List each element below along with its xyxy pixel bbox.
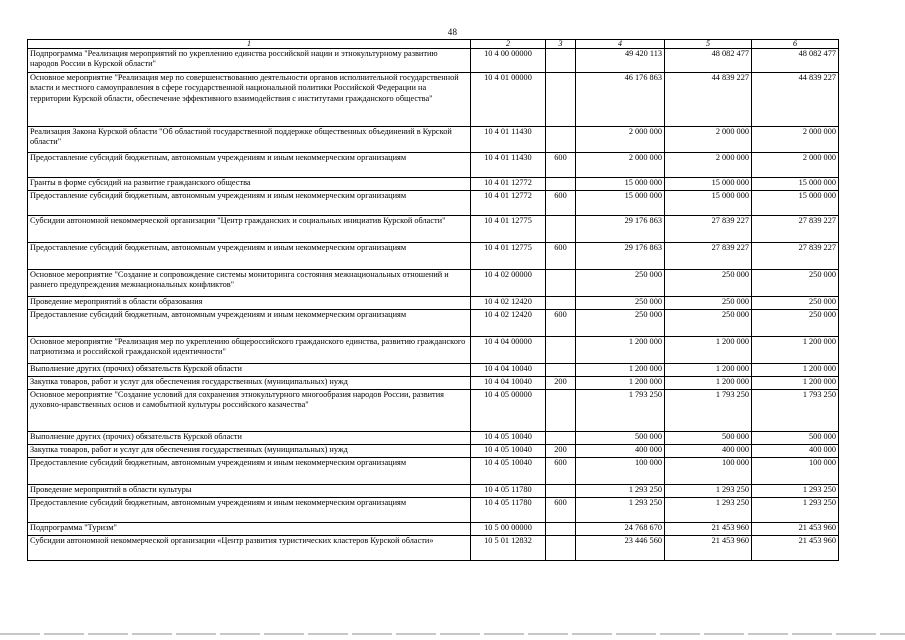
row-code: 10 4 05 11780 — [471, 498, 546, 523]
row-amount-year2: 1 200 000 — [665, 364, 752, 377]
table-row — [28, 73, 839, 127]
row-amount-year1: 15 000 000 — [576, 178, 665, 191]
table-row — [28, 377, 839, 390]
row-amount-year2: 15 000 000 — [665, 191, 752, 216]
row-amount-year2: 21 453 960 — [665, 523, 752, 536]
row-name: Проведение мероприятий в области образования — [28, 297, 471, 310]
row-amount-year3: 15 000 000 — [752, 191, 839, 216]
row-code: 10 4 01 12775 — [471, 243, 546, 270]
table-row — [28, 458, 839, 485]
row-code: 10 4 02 12420 — [471, 297, 546, 310]
row-amount-year1: 250 000 — [576, 270, 665, 297]
row-amount-year3: 21 453 960 — [752, 536, 839, 561]
row-expense-type: 600 — [546, 310, 576, 337]
table-row — [28, 337, 839, 364]
row-amount-year2: 250 000 — [665, 297, 752, 310]
row-amount-year2: 27 839 227 — [665, 216, 752, 243]
row-amount-year1: 1 293 250 — [576, 485, 665, 498]
table-row — [28, 49, 839, 73]
row-name: Предоставление субсидий бюджетным, автономным учреждениям и иным некоммерческим организациям — [28, 458, 471, 485]
row-code: 10 5 00 00000 — [471, 523, 546, 536]
row-amount-year1: 2 000 000 — [576, 127, 665, 153]
row-expense-type: 600 — [546, 191, 576, 216]
table-row — [28, 432, 839, 445]
row-name: Реализация Закона Курской области "Об областной государственной поддержке общественных объединений в Курской области" — [28, 127, 471, 153]
table-row — [28, 270, 839, 297]
row-code: 10 4 05 00000 — [471, 390, 546, 432]
row-expense-type: 200 — [546, 377, 576, 390]
row-name: Субсидии автономной некоммерческой организации "Центр гражданских и социальных инициатив Курской области" — [28, 216, 471, 243]
row-amount-year1: 250 000 — [576, 297, 665, 310]
row-amount-year3: 100 000 — [752, 458, 839, 485]
row-amount-year1: 15 000 000 — [576, 191, 665, 216]
table-row — [28, 390, 839, 432]
row-name: Предоставление субсидий бюджетным, автономным учреждениям и иным некоммерческим организациям — [28, 310, 471, 337]
row-amount-year1: 1 200 000 — [576, 364, 665, 377]
row-name: Выполнение других (прочих) обязательств Курской области — [28, 432, 471, 445]
row-amount-year1: 23 446 560 — [576, 536, 665, 561]
row-amount-year2: 48 082 477 — [665, 49, 752, 73]
row-amount-year3: 27 839 227 — [752, 216, 839, 243]
row-amount-year1: 500 000 — [576, 432, 665, 445]
row-amount-year2: 250 000 — [665, 270, 752, 297]
column-header-2: 2 — [471, 40, 546, 49]
row-amount-year1: 1 200 000 — [576, 337, 665, 364]
row-code: 10 4 01 12775 — [471, 216, 546, 243]
row-amount-year1: 24 768 670 — [576, 523, 665, 536]
row-expense-type — [546, 390, 576, 432]
row-amount-year1: 49 420 113 — [576, 49, 665, 73]
row-amount-year2: 2 000 000 — [665, 127, 752, 153]
table-row — [28, 216, 839, 243]
scan-edge-divider — [0, 633, 905, 635]
column-header-5: 5 — [665, 40, 752, 49]
row-name: Гранты в форме субсидий на развитие гражданского общества — [28, 178, 471, 191]
row-amount-year3: 500 000 — [752, 432, 839, 445]
row-name: Закупка товаров, работ и услуг для обеспечения государственных (муниципальных) нужд — [28, 445, 471, 458]
row-name: Выполнение других (прочих) обязательств Курской области — [28, 364, 471, 377]
row-code: 10 4 01 12772 — [471, 178, 546, 191]
row-name: Субсидии автономной некоммерческой организации «Центр развития туристических кластеров Курской области» — [28, 536, 471, 561]
row-expense-type — [546, 216, 576, 243]
row-code: 10 4 00 00000 — [471, 49, 546, 73]
row-amount-year2: 27 839 227 — [665, 243, 752, 270]
row-amount-year3: 21 453 960 — [752, 523, 839, 536]
row-expense-type — [546, 49, 576, 73]
row-amount-year2: 1 793 250 — [665, 390, 752, 432]
table-row — [28, 536, 839, 561]
row-expense-type — [546, 178, 576, 191]
row-code: 10 4 01 11430 — [471, 127, 546, 153]
row-expense-type — [546, 297, 576, 310]
table-row — [28, 243, 839, 270]
row-code: 10 4 01 00000 — [471, 73, 546, 127]
row-amount-year2: 1 200 000 — [665, 377, 752, 390]
row-code: 10 4 05 10040 — [471, 445, 546, 458]
table-row — [28, 191, 839, 216]
column-number-header — [28, 40, 839, 49]
table-row — [28, 127, 839, 153]
row-amount-year3: 44 839 227 — [752, 73, 839, 127]
row-amount-year3: 2 000 000 — [752, 127, 839, 153]
row-expense-type — [546, 337, 576, 364]
row-amount-year2: 44 839 227 — [665, 73, 752, 127]
row-name: Основное мероприятие "Реализация мер по совершенствованию деятельности органов исполнительной государственной власти и местного самоуправления в сфере государственной национальной политики Российской Федерации на территории Курской области, обеспечение эффективного взаимодействия с институтами гражданского общества" — [28, 73, 471, 127]
row-amount-year3: 1 793 250 — [752, 390, 839, 432]
row-amount-year3: 1 200 000 — [752, 377, 839, 390]
row-code: 10 4 02 00000 — [471, 270, 546, 297]
table-row — [28, 445, 839, 458]
row-expense-type — [546, 270, 576, 297]
row-code: 10 4 05 10040 — [471, 458, 546, 485]
row-code: 10 4 05 10040 — [471, 432, 546, 445]
row-expense-type — [546, 523, 576, 536]
row-amount-year1: 1 200 000 — [576, 377, 665, 390]
row-amount-year2: 1 293 250 — [665, 498, 752, 523]
row-amount-year3: 1 200 000 — [752, 337, 839, 364]
row-name: Закупка товаров, работ и услуг для обеспечения государственных (муниципальных) нужд — [28, 377, 471, 390]
budget-table — [27, 39, 839, 561]
row-code: 10 4 04 10040 — [471, 364, 546, 377]
row-expense-type: 600 — [546, 153, 576, 178]
table-row — [28, 153, 839, 178]
row-expense-type: 600 — [546, 243, 576, 270]
row-amount-year3: 1 293 250 — [752, 485, 839, 498]
row-amount-year2: 1 200 000 — [665, 337, 752, 364]
row-amount-year3: 1 200 000 — [752, 364, 839, 377]
table-row — [28, 485, 839, 498]
row-expense-type: 600 — [546, 498, 576, 523]
row-expense-type — [546, 127, 576, 153]
row-expense-type — [546, 73, 576, 127]
row-amount-year2: 500 000 — [665, 432, 752, 445]
row-expense-type — [546, 432, 576, 445]
page-number: 48 — [447, 27, 458, 37]
row-code: 10 4 01 12772 — [471, 191, 546, 216]
row-amount-year1: 100 000 — [576, 458, 665, 485]
row-amount-year3: 2 000 000 — [752, 153, 839, 178]
row-amount-year1: 1 293 250 — [576, 498, 665, 523]
column-header-1: 1 — [28, 40, 471, 49]
table-row — [28, 310, 839, 337]
row-code: 10 4 04 10040 — [471, 377, 546, 390]
row-amount-year1: 29 176 863 — [576, 243, 665, 270]
row-expense-type — [546, 364, 576, 377]
row-code: 10 4 05 11780 — [471, 485, 546, 498]
row-amount-year1: 29 176 863 — [576, 216, 665, 243]
row-amount-year2: 400 000 — [665, 445, 752, 458]
row-amount-year3: 250 000 — [752, 297, 839, 310]
column-header-6: 6 — [752, 40, 839, 49]
row-amount-year1: 1 793 250 — [576, 390, 665, 432]
row-expense-type: 600 — [546, 458, 576, 485]
row-name: Основное мероприятие "Реализация мер по укреплению общероссийского гражданского единства, развитию гражданского патриотизма и российской гражданской идентичности" — [28, 337, 471, 364]
row-expense-type — [546, 485, 576, 498]
row-amount-year3: 48 082 477 — [752, 49, 839, 73]
column-header-3: 3 — [546, 40, 576, 49]
row-amount-year1: 2 000 000 — [576, 153, 665, 178]
row-code: 10 4 02 12420 — [471, 310, 546, 337]
column-header-4: 4 — [576, 40, 665, 49]
row-name: Предоставление субсидий бюджетным, автономным учреждениям и иным некоммерческим организациям — [28, 191, 471, 216]
row-amount-year2: 21 453 960 — [665, 536, 752, 561]
row-amount-year1: 250 000 — [576, 310, 665, 337]
row-amount-year3: 400 000 — [752, 445, 839, 458]
table-row — [28, 178, 839, 191]
row-expense-type: 200 — [546, 445, 576, 458]
row-amount-year3: 1 293 250 — [752, 498, 839, 523]
row-code: 10 5 01 12832 — [471, 536, 546, 561]
row-amount-year2: 100 000 — [665, 458, 752, 485]
row-code: 10 4 01 11430 — [471, 153, 546, 178]
row-name: Основное мероприятие "Создание и сопровождение системы мониторинга состояния межнациональных отношений и раннего предупреждения межнациональных конфликтов" — [28, 270, 471, 297]
row-amount-year1: 400 000 — [576, 445, 665, 458]
row-amount-year3: 250 000 — [752, 270, 839, 297]
row-code: 10 4 04 00000 — [471, 337, 546, 364]
row-amount-year3: 250 000 — [752, 310, 839, 337]
row-amount-year2: 2 000 000 — [665, 153, 752, 178]
row-name: Основное мероприятие "Создание условий для сохранения этнокультурного многообразия народов России, развития духовно-нравственных основ и самобытной культуры российского казачества" — [28, 390, 471, 432]
row-amount-year1: 46 176 863 — [576, 73, 665, 127]
row-expense-type — [546, 536, 576, 561]
row-amount-year3: 27 839 227 — [752, 243, 839, 270]
row-name: Подпрограмма "Реализация мероприятий по укреплению единства российской нации и этнокультурному развитию народов России в Курской области" — [28, 49, 471, 73]
row-name: Подпрограмма "Туризм" — [28, 523, 471, 536]
row-name: Предоставление субсидий бюджетным, автономным учреждениям и иным некоммерческим организациям — [28, 153, 471, 178]
row-name: Предоставление субсидий бюджетным, автономным учреждениям и иным некоммерческим организациям — [28, 243, 471, 270]
table-row — [28, 498, 839, 523]
row-amount-year2: 15 000 000 — [665, 178, 752, 191]
row-name: Предоставление субсидий бюджетным, автономным учреждениям и иным некоммерческим организациям — [28, 498, 471, 523]
row-name: Проведение мероприятий в области культуры — [28, 485, 471, 498]
row-amount-year3: 15 000 000 — [752, 178, 839, 191]
row-amount-year2: 1 293 250 — [665, 485, 752, 498]
row-amount-year2: 250 000 — [665, 310, 752, 337]
table-row — [28, 364, 839, 377]
table-row — [28, 523, 839, 536]
table-row — [28, 297, 839, 310]
